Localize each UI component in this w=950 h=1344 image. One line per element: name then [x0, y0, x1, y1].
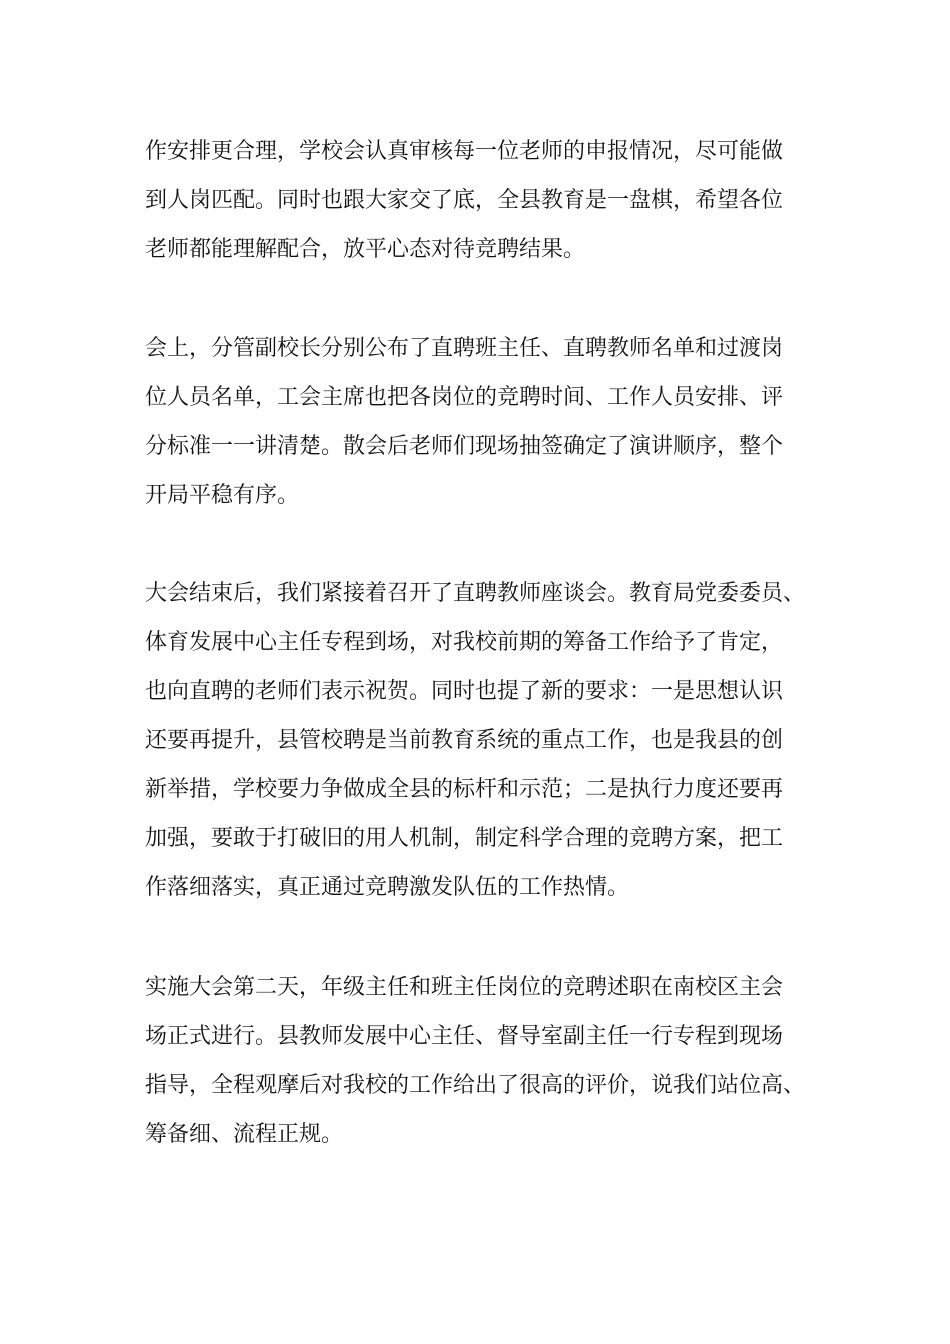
paragraph-3	[145, 582, 805, 925]
text-line: 新举措，学校要力争做成全县的标杆和示范；二是执行力度还要再	[145, 777, 784, 802]
text-line: 实施大会第二天，年级主任和班主任岗位的竞聘述职在南校区主会	[145, 975, 784, 1000]
text-line: 场正式进行。县教师发展中心主任、督导室副主任一行专程到现场	[145, 1024, 784, 1049]
paragraph-4	[145, 976, 805, 1172]
text-line: 到人岗匹配。同时也跟大家交了底，全县教育是一盘棋，希望各位	[145, 188, 784, 213]
text-line: 大会结束后，我们紧接着召开了直聘教师座谈会。教育局党委委员、	[145, 581, 806, 606]
text-line: 指导，全程观摩后对我校的工作给出了很高的评价，说我们站位高、	[145, 1073, 806, 1098]
text-line: 加强，要敢于打破旧的用人机制，制定科学合理的竞聘方案，把工	[145, 826, 784, 851]
text-line: 会上，分管副校长分别公布了直聘班主任、直聘教师名单和过渡岗	[145, 336, 784, 361]
paragraph-1	[145, 140, 783, 287]
text-line: 分标准一一讲清楚。散会后老师们现场抽签确定了演讲顺序，整个	[145, 434, 784, 459]
text-line: 筹备细、流程正规。	[145, 1122, 344, 1147]
text-line: 还要再提升，县管校聘是当前教育系统的重点工作，也是我县的创	[145, 728, 784, 753]
text-line: 作安排更合理，学校会认真审核每一位老师的申报情况，尽可能做	[145, 139, 784, 164]
text-line: 开局平稳有序。	[145, 483, 300, 508]
text-line: 体育发展中心主任专程到场，对我校前期的筹备工作给予了肯定，	[145, 630, 784, 655]
text-line: 作落细落实，真正通过竞聘激发队伍的工作热情。	[145, 875, 630, 900]
text-line: 位人员名单，工会主席也把各岗位的竞聘时间、工作人员安排、评	[145, 385, 784, 410]
text-line: 也向直聘的老师们表示祝贺。同时也提了新的要求：一是思想认识	[145, 679, 784, 704]
paragraph-2	[145, 337, 783, 533]
text-line: 老师都能理解配合，放平心态对待竞聘结果。	[145, 237, 586, 262]
